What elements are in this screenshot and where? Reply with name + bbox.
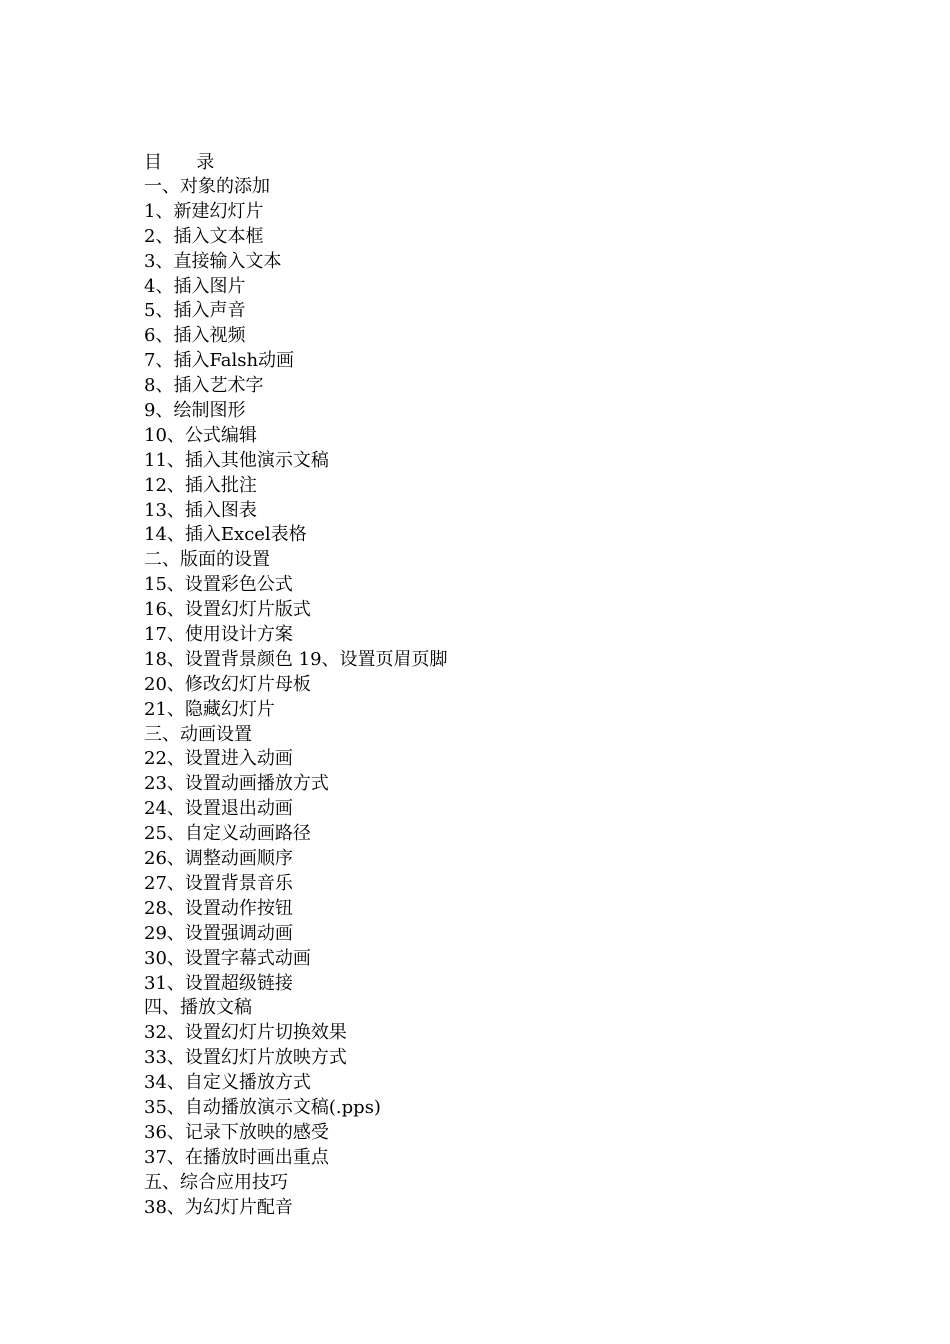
- toc-item: 36、记录下放映的感受: [144, 1121, 329, 1143]
- toc-item: 7、插入Falsh动画: [144, 350, 295, 372]
- toc-list: [144, 175, 844, 1220]
- toc-item: 4、插入图片: [144, 275, 246, 297]
- toc-item: 12、插入批注: [144, 474, 257, 496]
- toc-item: 6、插入视频: [144, 325, 246, 347]
- toc-item: 38、为幻灯片配音: [144, 1196, 293, 1218]
- toc-item: 29、设置强调动画: [144, 922, 293, 944]
- toc-item: 25、自定义动画路径: [144, 823, 311, 845]
- toc-item: 22、设置进入动画: [144, 748, 293, 770]
- toc-item: 28、设置动作按钮: [144, 897, 293, 919]
- toc-item: 五、综合应用技巧: [144, 1171, 288, 1193]
- toc-item: 13、插入图表: [144, 499, 257, 521]
- toc-item: 5、插入声音: [144, 300, 246, 322]
- toc-item: 2、插入文本框: [144, 225, 264, 247]
- toc-item: 24、设置退出动画: [144, 798, 293, 820]
- toc-item: 16、设置幻灯片版式: [144, 599, 311, 621]
- toc-item: 8、插入艺术字: [144, 375, 264, 397]
- toc-item: 三、动画设置: [144, 723, 252, 745]
- toc-item: 20、修改幻灯片母板: [144, 673, 311, 695]
- toc-item: 26、调整动画顺序: [144, 848, 293, 870]
- toc-item: 23、设置动画播放方式: [144, 773, 329, 795]
- toc-item: 14、插入Excel表格: [144, 524, 307, 546]
- toc-item: 35、自动播放演示文稿(.pps): [144, 1096, 381, 1118]
- toc-item: 一、对象的添加: [144, 176, 270, 197]
- toc-title: 目 录: [144, 152, 215, 173]
- toc-item: 31、设置超级链接: [144, 972, 293, 994]
- toc-item: 9、绘制图形: [144, 400, 246, 422]
- toc-item: 17、使用设计方案: [144, 624, 293, 646]
- toc-item: 32、设置幻灯片切换效果: [144, 1022, 347, 1044]
- toc-item: 18、设置背景颜色 19、设置页眉页脚: [144, 648, 448, 670]
- toc-item: 3、直接输入文本: [144, 250, 282, 272]
- toc-item: 21、隐藏幻灯片: [144, 698, 275, 720]
- toc-item: 33、设置幻灯片放映方式: [144, 1047, 347, 1069]
- toc-item: 二、版面的设置: [144, 549, 270, 571]
- toc-item: 四、播放文稿: [144, 997, 252, 1019]
- table-of-contents: [144, 150, 844, 1220]
- toc-item: 34、自定义播放方式: [144, 1072, 311, 1094]
- toc-item: 27、设置背景音乐: [144, 872, 293, 894]
- toc-item: 30、设置字幕式动画: [144, 947, 311, 969]
- toc-item: 10、公式编辑: [144, 424, 257, 446]
- toc-item: 37、在播放时画出重点: [144, 1146, 329, 1168]
- toc-item: 11、插入其他演示文稿: [144, 449, 329, 471]
- toc-item: 1、新建幻灯片: [144, 200, 264, 222]
- toc-item: 15、设置彩色公式: [144, 574, 293, 596]
